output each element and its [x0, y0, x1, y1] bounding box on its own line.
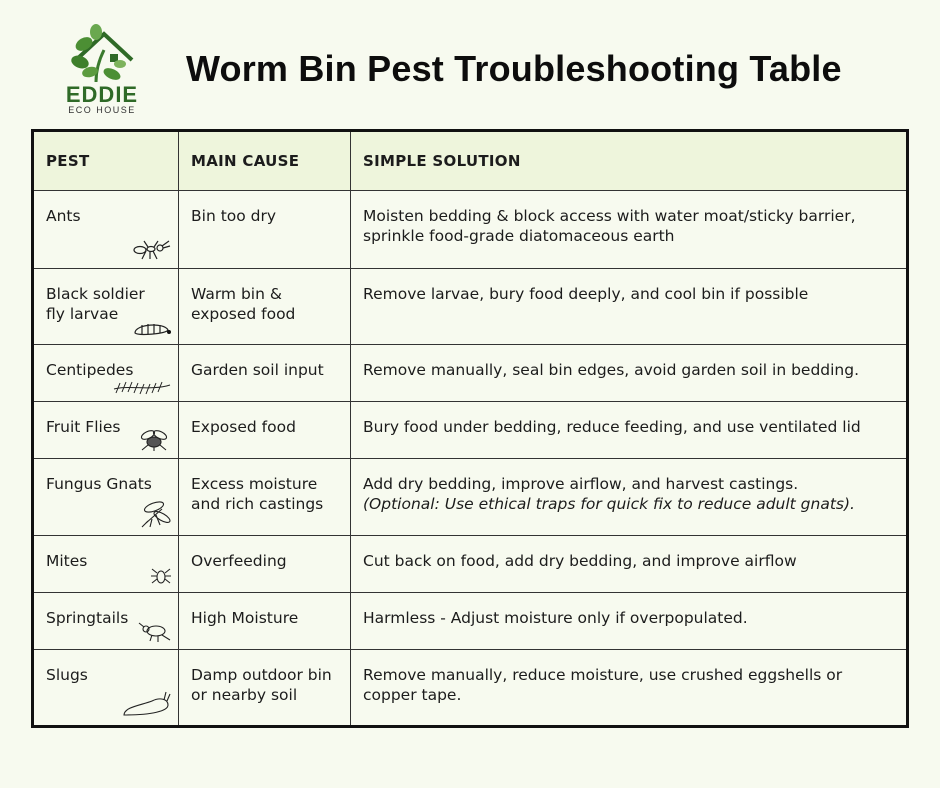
pest-cell — [33, 191, 179, 269]
slug-icon — [122, 689, 172, 719]
brand-name: EDDIE — [65, 82, 139, 107]
pest-cell — [33, 459, 179, 536]
page-title: Worm Bin Pest Troubleshooting Table — [186, 48, 842, 89]
cause-cell: Overfeeding — [179, 536, 351, 593]
table-row — [33, 593, 908, 650]
cause-cell: Damp outdoor bin or nearby soil — [179, 650, 351, 727]
table-header-row — [33, 131, 908, 191]
solution-note: (Optional: Use ethical traps for quick fix to reduce adult gnats). — [363, 495, 855, 513]
brand-logo — [60, 24, 144, 115]
pest-cell — [33, 650, 179, 727]
larva-icon — [132, 318, 172, 338]
header-pest: PEST — [33, 131, 179, 191]
solution-cell: Remove larvae, bury food deeply, and cool bin if possible — [351, 269, 908, 345]
table-row — [33, 536, 908, 593]
cause-cell: Bin too dry — [179, 191, 351, 269]
pest-name: Fruit Flies — [46, 418, 121, 436]
centipede-icon — [112, 379, 172, 395]
solution-cell: Harmless - Adjust moisture only if overpopulated. — [351, 593, 908, 650]
solution-cell — [351, 459, 908, 536]
solution-text: Add dry bedding, improve airflow, and harvest castings. — [363, 475, 799, 493]
brand-tagline: ECO HOUSE — [68, 105, 136, 115]
pest-name: Slugs — [46, 666, 88, 684]
pest-cell — [33, 536, 179, 593]
cause-cell: Warm bin & exposed food — [179, 269, 351, 345]
cause-cell: Excess moisture and rich castings — [179, 459, 351, 536]
pest-cell — [33, 345, 179, 402]
pest-name: Fungus Gnats — [46, 475, 152, 493]
pest-cell — [33, 269, 179, 345]
solution-cell: Cut back on food, add dry bedding, and improve airflow — [351, 536, 908, 593]
pest-name: Ants — [46, 207, 81, 225]
pest-cell — [33, 402, 179, 459]
pest-name: Mites — [46, 552, 88, 570]
fly-icon — [136, 428, 172, 452]
gnat-icon — [138, 497, 172, 529]
springtail-icon — [138, 621, 172, 643]
pest-name: Black soldier fly larvae — [46, 285, 145, 323]
ant-icon — [130, 238, 172, 262]
table-row — [33, 191, 908, 269]
cause-cell: Exposed food — [179, 402, 351, 459]
cause-cell: Garden soil input — [179, 345, 351, 402]
table-row — [33, 345, 908, 402]
table-row — [33, 459, 908, 536]
header-simple-solution: SIMPLE SOLUTION — [351, 131, 908, 191]
eco-house-logo-icon — [66, 24, 138, 86]
table-row — [33, 650, 908, 727]
table-row — [33, 269, 908, 345]
pest-name: Centipedes — [46, 361, 134, 379]
pest-cell — [33, 593, 179, 650]
solution-cell: Remove manually, seal bin edges, avoid garden soil in bedding. — [351, 345, 908, 402]
mite-icon — [150, 566, 172, 586]
solution-cell: Moisten bedding & block access with water moat/sticky barrier, sprinkle food-grade diatomaceous earth — [351, 191, 908, 269]
pest-table — [31, 129, 909, 728]
table-row — [33, 402, 908, 459]
solution-cell: Bury food under bedding, reduce feeding, and use ventilated lid — [351, 402, 908, 459]
pest-name: Springtails — [46, 609, 129, 627]
header-main-cause: MAIN CAUSE — [179, 131, 351, 191]
cause-cell: High Moisture — [179, 593, 351, 650]
solution-cell: Remove manually, reduce moisture, use crushed eggshells or copper tape. — [351, 650, 908, 727]
